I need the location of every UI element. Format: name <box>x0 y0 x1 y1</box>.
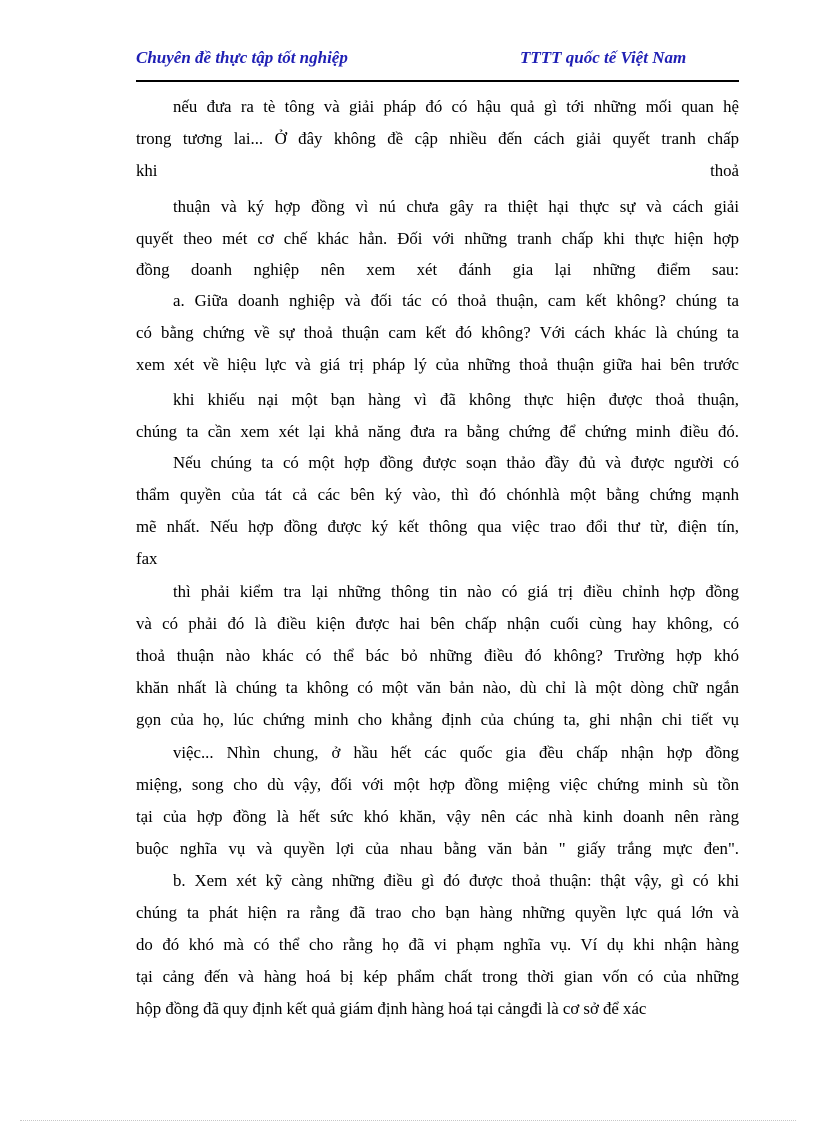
body-line: thoả <box>710 161 739 180</box>
body-line: việc... Nhìn chung, ở hầu hết các quốc gia đều chấp nhận hợp đồng <box>173 743 739 762</box>
body-line: khi <box>136 161 158 180</box>
header-rule <box>136 80 739 82</box>
body-line: nếu đưa ra tè tông và giải pháp đó có hậu quả gì tới những mối quan hệ <box>173 97 739 116</box>
body-line: thuận và ký hợp đồng vì nú chưa gây ra thiệt hại thực sự và cách giải <box>173 197 739 216</box>
page-bottom-edge <box>20 1120 796 1121</box>
body-line: chúng ta cần xem xét lại khả năng đưa ra bằng chứng để chứng minh điều đó. <box>136 422 739 441</box>
body-line: khi khiếu nại một bạn hàng vì đã không thực hiện được thoả thuận, <box>173 390 739 409</box>
body-line: chúng ta phát hiện ra rằng đã trao cho bạn hàng những quyền lực quá lớn và <box>136 903 739 922</box>
header-organization: TTTT quốc tế Việt Nam <box>520 48 687 67</box>
body-line: thì phải kiểm tra lại những thông tin nào có giá trị điều chỉnh hợp đồng <box>173 582 739 601</box>
page-header <box>136 48 739 72</box>
body-line: a. Giữa doanh nghiệp và đối tác có thoả thuận, cam kết không? chúng ta <box>173 291 739 310</box>
body-line: và có phải đó là điều kiện được hai bên chấp nhận cuối cùng hay không, có <box>136 614 739 633</box>
body-line: khăn nhất là chúng ta không có một văn bản nào, dù chỉ là một dòng chữ ngắn <box>136 678 739 697</box>
body-line: đồng doanh nghiệp nên xem xét đánh gia lại những điểm sau: <box>136 260 739 279</box>
body-line: thẩm quyền của tát cả các bên ký vào, thì đó chónhlà một bằng chứng mạnh <box>136 485 739 504</box>
body-line: thoả thuận nào khác có thể bác bỏ những điều đó không? Trường hợp khó <box>136 646 739 665</box>
body-line: trong tương lai... Ở đây không đề cập nhiều đến cách giải quyết tranh chấp <box>136 129 739 148</box>
body-line: tại của hợp đồng là hết sức khó khăn, vậy nên các nhà kinh doanh nên ràng <box>136 807 739 826</box>
body-line: gọn của họ, lúc chứng minh cho khẳng định của chúng ta, ghi nhận chi tiết vụ <box>136 710 739 729</box>
body-line: b. Xem xét kỹ càng những điều gì đó được thoả thuận: thật vậy, gì có khi <box>173 871 739 890</box>
body-line: có bằng chứng về sự thoả thuận cam kết đó không? Với cách khác là chúng ta <box>136 323 739 342</box>
body-line: buộc nghĩa vụ và quyền lợi của nhau bằng văn bản " giấy trắng mực đen". <box>136 839 739 858</box>
body-line: Nếu chúng ta có một hợp đồng được soạn thảo đầy đủ và được người có <box>173 453 739 472</box>
body-line: quyết theo mét cơ chế khác hẳn. Đối với những tranh chấp khi thực hiện hợp <box>136 229 739 248</box>
body-line: hộp đồng đã quy định kết quả giám định hàng hoá tại cảngđi là cơ sở để xác <box>136 999 647 1018</box>
body-line: miệng, song cho dù vậy, đối với một hợp đồng miệng việc chứng minh sù tồn <box>136 775 739 794</box>
header-document-title: Chuyên đề thực tập tốt nghiệp <box>136 48 348 67</box>
body-line: xem xét về hiệu lực và giá trị pháp lý của những thoả thuận giữa hai bên trước <box>136 355 739 374</box>
body-line: fax <box>136 549 158 568</box>
body-line: do đó khó mà có thể cho rằng họ đã vi phạm nghĩa vụ. Ví dụ khi nhận hàng <box>136 935 739 954</box>
body-line: tại cảng đến và hàng hoá bị kép phẩm chất trong thời gian vốn có của những <box>136 967 739 986</box>
body-line: mẽ nhất. Nếu hợp đồng được ký kết thông qua việc trao đổi thư từ, điện tín, <box>136 517 739 536</box>
